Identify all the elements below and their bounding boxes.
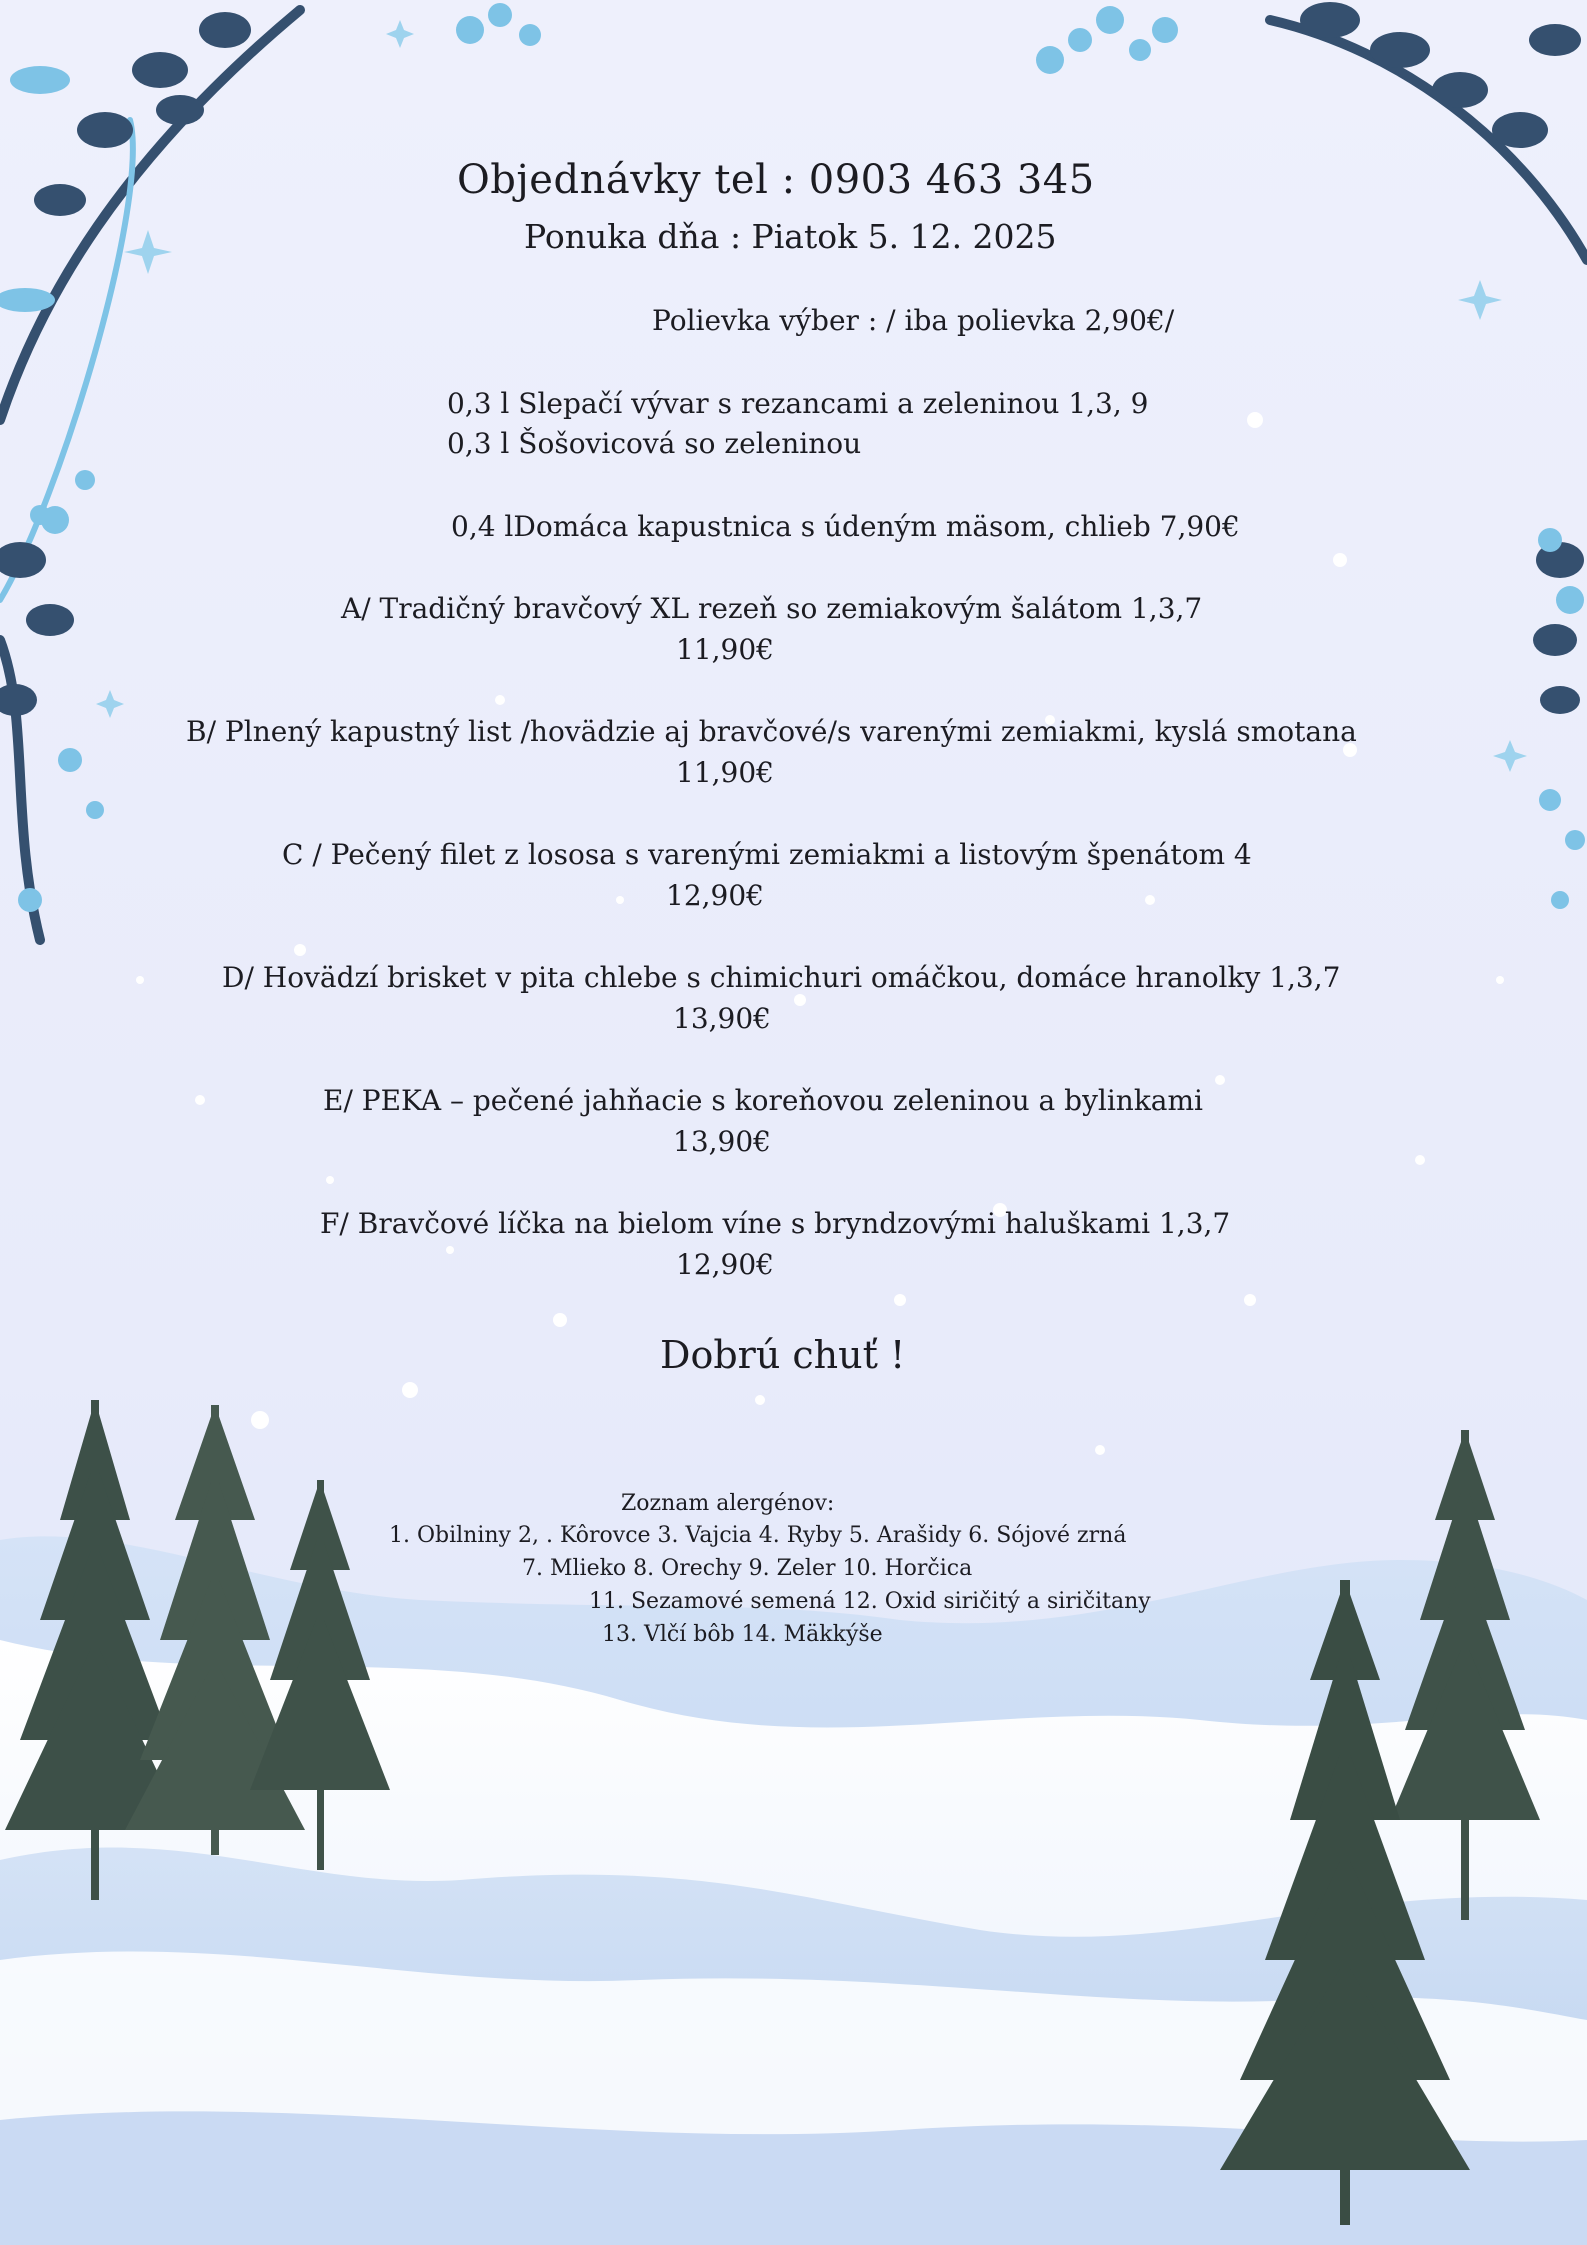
allergens-line: 13. Vlčí bôb 14. Mäkkýše: [602, 1622, 883, 1647]
closing-greeting: Dobrú chuť !: [660, 1333, 906, 1377]
meal-item-name: B/ Plnený kapustný list /hovädzie aj bravčové/s varenými zemiakmi, kyslá smotana: [186, 715, 1357, 748]
meal-item-name: C / Pečený filet z lososa s varenými zemiakmi a listovým špenátom 4: [282, 838, 1252, 871]
soup-special-item: 0,4 lDomáca kapustnica s údeným mäsom, chlieb 7,90€: [451, 510, 1240, 543]
allergens-title: Zoznam alergénov:: [621, 1491, 835, 1516]
meal-item-name: A/ Tradičný bravčový XL rezeň so zemiakovým šalátom 1,3,7: [341, 592, 1203, 625]
orders-phone-line: Objednávky tel : 0903 463 345: [457, 157, 1095, 203]
meal-item-name: E/ PEKA – pečené jahňacie s koreňovou zeleninou a bylinkami: [323, 1084, 1204, 1117]
soup-heading: Polievka výber : / iba polievka 2,90€/: [652, 304, 1175, 337]
allergens-line: 11. Sezamové semená 12. Oxid siričitý a siričitany: [589, 1589, 1151, 1614]
meal-item-price: 11,90€: [676, 756, 774, 789]
soup-item: 0,3 l Šošovicová so zeleninou: [447, 427, 862, 460]
soup-item: 0,3 l Slepačí vývar s rezancami a zeleninou 1,3, 9: [447, 387, 1149, 420]
allergens-line: 1. Obilniny 2, . Kôrovce 3. Vajcia 4. Ryby 5. Arašidy 6. Sójové zrná: [389, 1523, 1127, 1548]
allergens-line: 7. Mlieko 8. Orechy 9. Zeler 10. Horčica: [522, 1556, 973, 1581]
meal-item-price: 13,90€: [673, 1002, 771, 1035]
meal-item-name: F/ Bravčové líčka na bielom víne s bryndzovými haluškami 1,3,7: [320, 1207, 1231, 1240]
meal-item-price: 13,90€: [673, 1125, 771, 1158]
meal-item-price: 12,90€: [666, 879, 764, 912]
meal-item-name: D/ Hovädzí brisket v pita chlebe s chimichuri omáčkou, domáce hranolky 1,3,7: [222, 961, 1341, 994]
meal-item-price: 11,90€: [676, 633, 774, 666]
day-offer-line: Ponuka dňa : Piatok 5. 12. 2025: [524, 217, 1057, 256]
meal-item-price: 12,90€: [676, 1248, 774, 1281]
